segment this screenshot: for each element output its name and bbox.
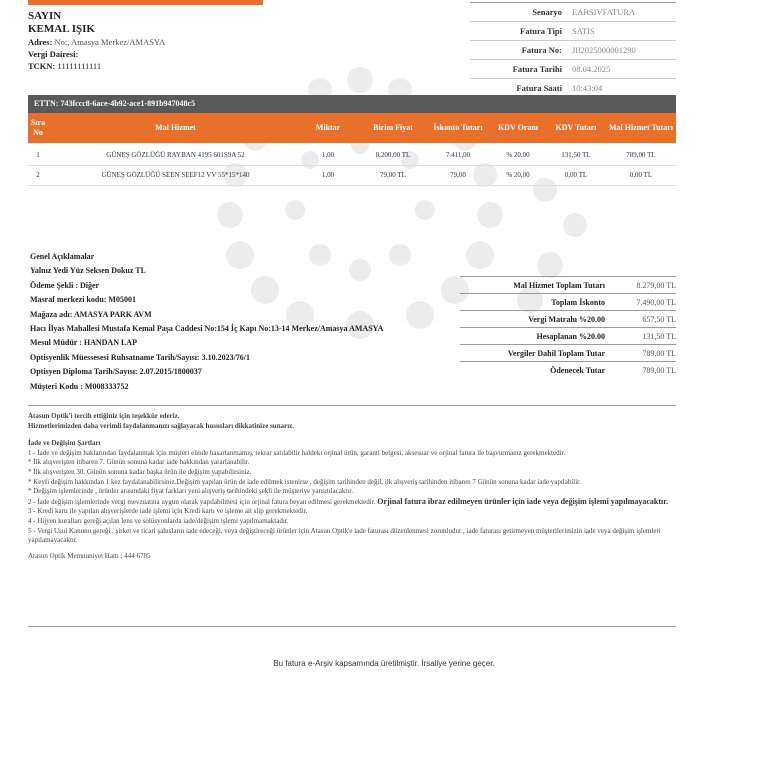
note-line: Müşteri Kodu : M008333752 (30, 381, 129, 391)
general-notes (30, 250, 383, 394)
cell: 7.411,00 (445, 151, 471, 159)
col-header: Miktar (315, 123, 341, 132)
terms-paragraph: 5 - Vergi Usul Kanunu gereği , şirket ve ticari şahısların iade edeceği, veya değiştireceği ürünler için Atasun Optik'e iade faturası düzenlenmesi zorunludur , iade faturası getirmeyen müşterilerimizin iade veya değişim işlemleri yapılamayacaktır. (28, 526, 661, 545)
info-value: SATIS (572, 26, 595, 36)
note-line: Yalnız Yedi Yüz Seksen Dokuz TL (30, 266, 146, 276)
cell: 79,00 (450, 171, 466, 179)
info-row-type (470, 22, 676, 41)
total-value: 7.490,00 TL (636, 297, 676, 307)
cell: 0,00 TL (564, 171, 588, 179)
cell: % 20,00 (506, 171, 530, 179)
address-value: No:, Amasya Merkez/AMASYA (54, 37, 166, 47)
terms-title: İade ve Değişim Şartları (28, 439, 101, 448)
total-key: Toplam İskonto (551, 297, 605, 307)
cell: GÜNEŞ GÖZLÜĞÜ SEEN SEEF12 VV 55*15*140 (101, 171, 250, 179)
cell: % 20,00 (506, 151, 530, 159)
terms-section (28, 412, 678, 561)
items-table-header (28, 113, 676, 143)
terms-paragraph: 3 - Kredi kartı ile yapılan alışverişlerde iade işlemi için Kredi kartı ve işleme ait slip gerekmektedir. (28, 507, 308, 516)
cell: 789,00 TL (626, 151, 656, 159)
tckn-value: 11111111111 (57, 61, 102, 71)
col-header: KDV Tutarı (555, 123, 597, 132)
info-value: JIl2025000001290 (572, 45, 636, 55)
hotline: Atasun Optik Memnuniyet Hattı : 444 6785 (28, 551, 151, 560)
terms-paragraph: 4 - Hijyen kuralları gereği açılan lens ve solüsyonlarda iade/değişim işlemi yapılmamaktadır. (28, 516, 289, 525)
invoice-info-table (470, 2, 676, 98)
col-header: İskonto Tutarı (433, 123, 483, 132)
divider (28, 405, 676, 406)
total-value: 8.279,00 TL (636, 280, 676, 290)
info-row-number (470, 41, 676, 60)
info-value: 10:43:04 (572, 83, 603, 93)
salutation: SAYIN (28, 10, 62, 22)
total-key: Vergiler Dahil Toplam Tutar (507, 348, 605, 358)
table-row (28, 165, 676, 186)
total-value: 789,00 TL (642, 348, 676, 358)
cell: 1,00 (321, 151, 335, 159)
info-key: Senaryo (532, 7, 562, 17)
note-line: Ödeme Şekli : Diğer (30, 280, 100, 290)
thanks-line: Hizmetlerimizden daha verimli faydalanmanızı sağlayacak hususları dikkatinize sunarız. (28, 421, 295, 430)
terms-paragraph (28, 497, 678, 508)
cell: 0,00 TL (629, 171, 653, 179)
info-key: Fatura No: (521, 45, 562, 55)
total-key: Mal Hizmet Toplam Tutarı (513, 280, 605, 290)
cell: 8.200,00 TL (375, 151, 411, 159)
info-row-date (470, 60, 676, 79)
info-value: 08.04.2025 (572, 64, 611, 74)
total-row (460, 344, 676, 361)
cell: 1,00 (321, 171, 335, 179)
thanks-line: Atasun Optik'i tercih ettiğiniz için teşekkür ederiz. (28, 412, 180, 420)
total-value: 657,50 TL (642, 314, 676, 324)
cell: GÜNEŞ GÖZLÜĞÜ RAYBAN 4195 601S9A 52 (106, 151, 245, 159)
total-value: 131,50 TL (642, 331, 676, 341)
info-key: Fatura Tarihi (512, 64, 562, 74)
terms-paragraph: * İlk alışverişten 30. Günün sonuna kadar başka ürün ile değişim yapabilirsiniz. (28, 467, 252, 476)
address-label: Adres: (28, 37, 53, 47)
note-line: Optisyen Diploma Tarih/Sayısı: 2.07.2015/1800037 (30, 367, 202, 377)
tckn-label: TCKN: (28, 61, 56, 71)
ettn-bar: ETTN: 743fccc8-6ace-4b92-ace1-891b947048c5 (28, 95, 676, 113)
total-row (460, 293, 676, 310)
top-accent-bar (28, 0, 263, 5)
total-row (460, 276, 676, 293)
terms-paragraph: * Keyfi değişim hakkından 1 kez faydalanabilirsiniz.Değişim yapılan ürün de iade edilmek istenirse , değişim tarihinden değil, ilk alışveriş tarihinden itibaren 7 Günün sonuna kadar iade yapılabilir. (28, 477, 581, 486)
total-key: Ödenecek Tutar (550, 365, 605, 375)
total-key: Vergi Matrahı %20.00 (528, 314, 605, 324)
customer-block (28, 10, 165, 72)
col-header: Sıra No (30, 118, 46, 137)
col-header: Mal Hizmet Tutarı (609, 123, 673, 132)
terms-text: 2 - İade değişim işlemlerinde vergi mevzuatına uygun olarak yapılabilmesi için orjinal fatura beyan edilmesi gerekmektedir. (28, 497, 376, 506)
divider (28, 626, 676, 627)
terms-paragraph: * İlk alışverişten itibaren 7. Günün sonuna kadar iade hakkından yararlanabilir. (28, 458, 250, 467)
total-row (460, 327, 676, 344)
note-line: Mağaza adı: AMASYA PARK AVM (30, 309, 152, 319)
cell: 2 (36, 171, 40, 179)
info-key: Fatura Saati (516, 83, 562, 93)
total-key: Hesaplanan %20.00 (536, 331, 605, 341)
info-row-scenario (470, 3, 676, 22)
col-header: KDV Oranı (497, 123, 539, 132)
table-row (28, 145, 676, 166)
cell: 79,00 TL (380, 171, 406, 179)
terms-paragraph: 1 - İade ve değişim haklarından faydalanmak için müşteri elinde hasarlanmamış, tekrar satılabilir haldeki orjinal ürün, garanti belgesi, aksesuar ve orjinal fatura ile başvurmanız gerekmektedir. (28, 448, 566, 457)
terms-paragraph: * Değişim işlemlerinde , ürünler arasındaki fiyat farkları yeni alışveriş tarihindeki şekli ile müşteriye yansıtılacaktır. (28, 487, 354, 496)
total-value: 789,00 TL (642, 365, 676, 375)
note-line: Hacı İlyas Mahallesi Mustafa Kemal Paşa Caddesi No:154 İç Kapı No:13-14 Merkez/Amasya AMASYA (30, 324, 384, 334)
note-line: Masraf merkezi kodu: M05001 (30, 295, 136, 305)
notes-title: Genel Açıklamalar (30, 252, 95, 261)
note-line: Mesul Müdür : HANDAN LAP (30, 338, 137, 348)
tax-office-label: Vergi Dairesi: (28, 49, 79, 59)
info-value: EARSIVFATURA (572, 7, 636, 17)
note-line: Optisyenlik Müessesesi Ruhsatname Tarih/Sayısı: 3.10.2023/76/1 (30, 352, 251, 362)
cell: 131,50 TL (561, 151, 591, 159)
customer-name: KEMAL IŞIK (28, 23, 95, 35)
cell: 1 (36, 151, 40, 159)
footer-note: Bu fatura e-Arşiv kapsamında üretilmiştir. İrsaliye yerine geçer. (273, 659, 495, 668)
col-header: Mal Hizmet (155, 123, 196, 132)
totals-table (460, 276, 676, 378)
total-row (460, 310, 676, 327)
terms-emphasis: Orjinal fatura ibraz edilmeyen ürünler için iade veya değişim işlemi yapılmayacaktır. (377, 496, 669, 506)
total-row (460, 361, 676, 378)
col-header: Birim Fiyat (373, 123, 413, 132)
info-key: Fatura Tipi (520, 26, 562, 36)
